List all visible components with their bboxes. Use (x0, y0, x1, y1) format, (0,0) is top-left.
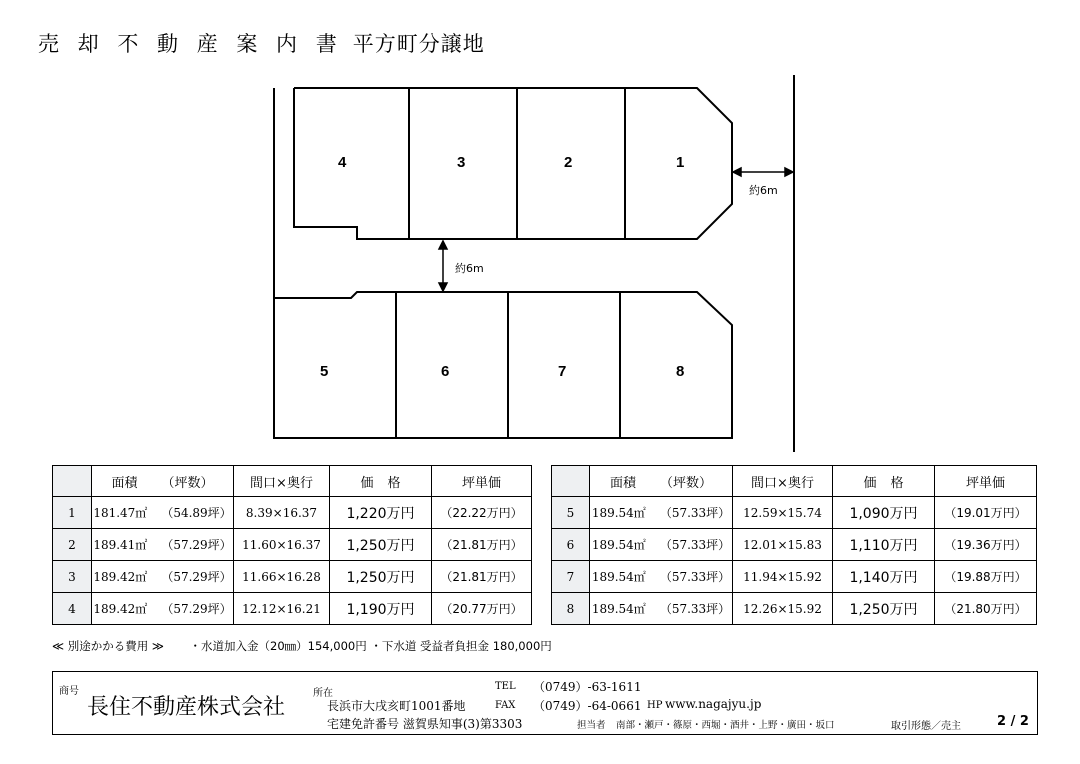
company-name: 長住不動産株式会社 (87, 695, 286, 720)
lot-price: 1,250万円 (330, 529, 432, 561)
price-table-right (551, 465, 1037, 625)
lot-area: 181.47㎡ （54.89坪） (92, 497, 234, 529)
lot-price: 1,110万円 (833, 529, 935, 561)
title-sub: 平方町分譲地 (352, 32, 485, 56)
lot-area: 189.54㎡ （57.33坪） (590, 497, 733, 529)
road-width-label-middle: 約6m (455, 262, 484, 275)
road-width-label-right: 約6m (749, 184, 778, 197)
table-row (53, 593, 532, 625)
table-row (552, 529, 1037, 561)
table-row (552, 593, 1037, 625)
header-corner (552, 466, 590, 497)
lot-area: 189.42㎡ （57.29坪） (92, 593, 234, 625)
table-row (53, 497, 532, 529)
address-label: 所在 (313, 688, 333, 699)
bottom-block-outline (274, 292, 732, 438)
lot-unit-price: （21.81万円） (432, 529, 532, 561)
staff-label: 担当者 (577, 720, 606, 731)
extra-costs (52, 638, 552, 654)
lot-frontage: 12.01×15.83 (733, 529, 833, 561)
lot-number: 6 (552, 529, 590, 561)
tel-number: （0749）-63-1611 (533, 680, 642, 694)
lot-frontage: 12.12×16.21 (234, 593, 330, 625)
lot-frontage: 12.59×15.74 (733, 497, 833, 529)
license-number: 宅建免許番号 滋賀県知事(3)第3303 (327, 717, 523, 731)
lot-price: 1,250万円 (833, 593, 935, 625)
fax-label: FAX (495, 700, 516, 711)
page-number: 2 / 2 (997, 714, 1029, 729)
lot-label-2: 2 (564, 154, 573, 171)
lot-price: 1,250万円 (330, 561, 432, 593)
lot-number: 2 (53, 529, 92, 561)
header-price: 価 格 (833, 466, 935, 497)
website: www.nagajyu.jp (665, 697, 762, 711)
lot-frontage: 11.60×16.37 (234, 529, 330, 561)
table-row (53, 529, 532, 561)
table-row (552, 497, 1037, 529)
table-row (552, 561, 1037, 593)
lot-area: 189.41㎡ （57.29坪） (92, 529, 234, 561)
lot-unit-price: （20.77万円） (432, 593, 532, 625)
lot-price: 1,090万円 (833, 497, 935, 529)
lot-label-7: 7 (558, 363, 567, 380)
header-corner (53, 466, 92, 497)
lot-price: 1,190万円 (330, 593, 432, 625)
header-unit-price: 坪単価 (432, 466, 532, 497)
lot-number: 3 (53, 561, 92, 593)
lot-price: 1,220万円 (330, 497, 432, 529)
header-frontage: 間口×奥行 (234, 466, 330, 497)
company-footer (52, 671, 1038, 735)
price-table-left (52, 465, 532, 625)
header-area: 面積 （坪数） (590, 466, 733, 497)
table-header-row (53, 466, 532, 497)
lot-number: 8 (552, 593, 590, 625)
lot-unit-price: （21.81万円） (432, 561, 532, 593)
lot-frontage: 12.26×15.92 (733, 593, 833, 625)
lot-frontage: 11.94×15.92 (733, 561, 833, 593)
address: 長浜市大戌亥町1001番地 (327, 699, 466, 713)
hp-label: HP (647, 700, 663, 711)
lot-number: 7 (552, 561, 590, 593)
tel-label: TEL (495, 681, 516, 692)
lot-area: 189.54㎡ （57.33坪） (590, 529, 733, 561)
lot-label-5: 5 (320, 363, 329, 380)
lot-number: 1 (53, 497, 92, 529)
lot-number: 4 (53, 593, 92, 625)
lot-unit-price: （21.80万円） (935, 593, 1037, 625)
lot-area: 189.54㎡ （57.33坪） (590, 593, 733, 625)
lot-unit-price: （19.01万円） (935, 497, 1037, 529)
lot-label-6: 6 (441, 363, 450, 380)
header-frontage: 間口×奥行 (733, 466, 833, 497)
trade-name-label: 商号 (59, 686, 79, 697)
lot-label-3: 3 (457, 154, 466, 171)
lot-unit-price: （19.88万円） (935, 561, 1037, 593)
lot-frontage: 11.66×16.28 (234, 561, 330, 593)
top-block-outline (294, 88, 732, 239)
lot-unit-price: （22.22万円） (432, 497, 532, 529)
header-price: 価 格 (330, 466, 432, 497)
lot-label-1: 1 (676, 154, 685, 171)
lot-area: 189.54㎡ （57.33坪） (590, 561, 733, 593)
title-main: 売 却 不 動 産 案 内 書 (38, 32, 343, 56)
table-header-row (552, 466, 1037, 497)
staff-names: 南部・瀬戸・篠原・西堀・酒井・上野・廣田・坂口 (616, 720, 835, 731)
lot-label-8: 8 (676, 363, 685, 380)
extra-costs-label: ≪ 別途かかる費用 ≫ (52, 639, 164, 653)
transaction-type: 取引形態／売主 (891, 721, 961, 732)
fax-number: （0749）-64-0661 (533, 699, 642, 713)
table-row (53, 561, 532, 593)
lot-price: 1,140万円 (833, 561, 935, 593)
header-unit-price: 坪単価 (935, 466, 1037, 497)
lot-number: 5 (552, 497, 590, 529)
lot-area: 189.42㎡ （57.29坪） (92, 561, 234, 593)
water-fee: ・水道加入金（20㎜）154,000円 (189, 639, 367, 653)
header-area: 面積 （坪数） (92, 466, 234, 497)
lot-unit-price: （19.36万円） (935, 529, 1037, 561)
lot-frontage: 8.39×16.37 (234, 497, 330, 529)
sewer-fee: ・下水道 受益者負担金 180,000円 (370, 639, 552, 653)
lot-label-4: 4 (338, 154, 347, 171)
